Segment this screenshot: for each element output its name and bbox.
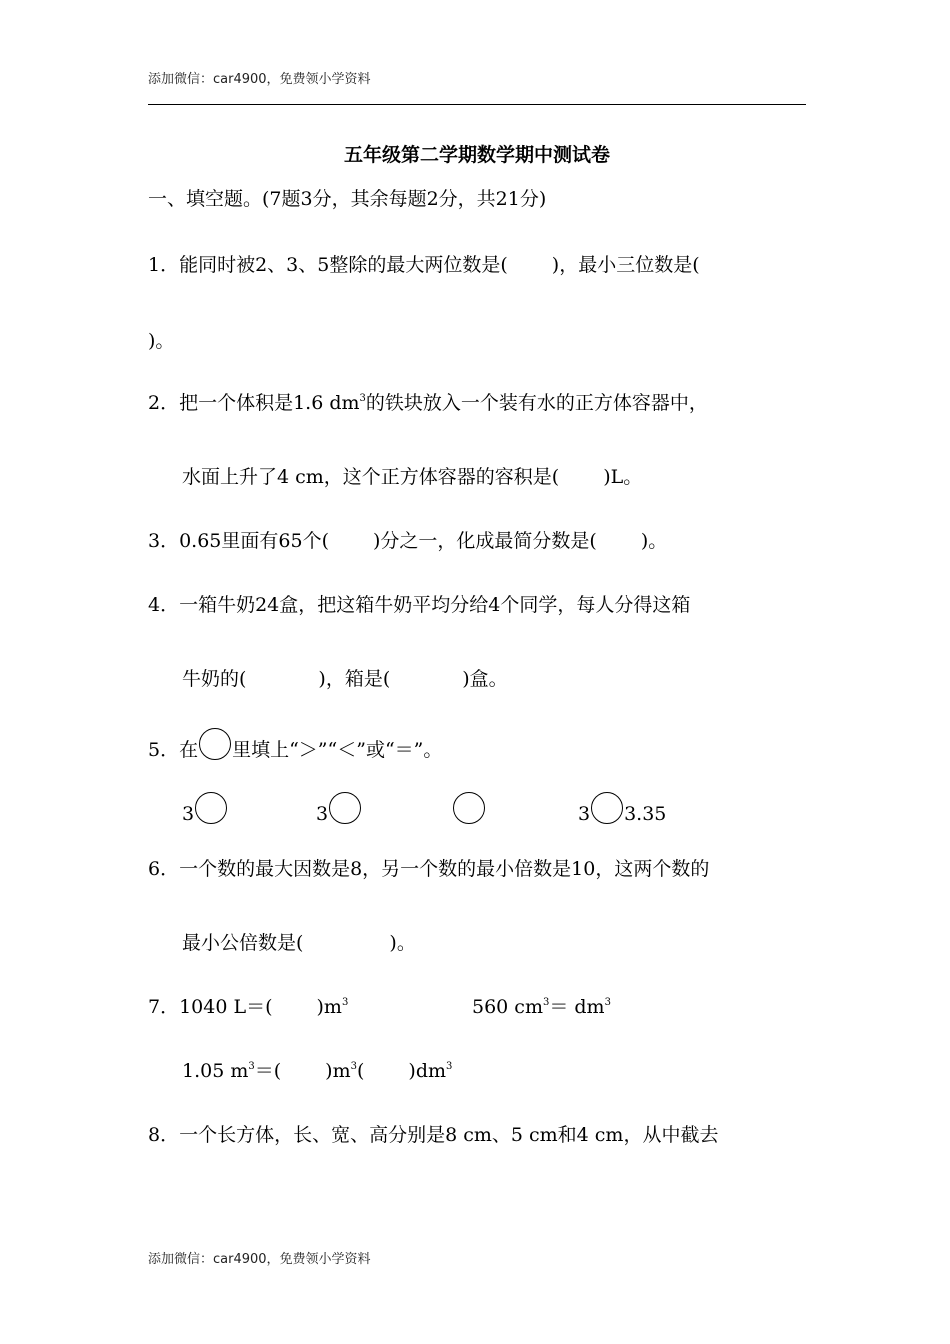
- question-7-line-1b: [472, 992, 611, 1022]
- page-title: 五年级第二学期数学期中测试卷: [343, 144, 610, 166]
- question-2-line-1: [148, 388, 708, 418]
- question-6-line-1: 6．一个数的最大因数是8，另一个数的最小倍数是10，这两个数的: [148, 858, 710, 880]
- question-2-line-2: [182, 462, 642, 492]
- q5-item-4-left: 3: [578, 803, 591, 825]
- q2-text-d: )L。: [603, 466, 643, 488]
- q2-text-c: 水面上升了4 cm，这个正方体容器的容积是(: [182, 466, 560, 488]
- question-7-line-2: [182, 1056, 452, 1086]
- q7-sup-1: 3: [341, 997, 349, 1008]
- q2-sup: 3: [359, 393, 366, 404]
- q5-item-2-left: 3: [316, 803, 329, 825]
- q7-text-b: )m: [316, 996, 342, 1018]
- q7-text-h: (: [356, 1060, 365, 1082]
- q5-item-1-left: 3: [182, 803, 195, 825]
- q6-text-c: )。: [389, 932, 416, 954]
- q7-sup-2: 3: [542, 997, 550, 1008]
- q5-text-a: 5．在: [148, 739, 199, 761]
- question-5: [148, 728, 442, 765]
- q4-text-c: )，箱是(: [318, 668, 391, 690]
- compare-circle-3[interactable]: [453, 792, 485, 824]
- q7-text-a: 7．1040 L＝(: [148, 996, 273, 1018]
- q4-text-b: 牛奶的(: [182, 668, 247, 690]
- q1-text-a: 1．能同时被2、3、5整除的最大两位数是(: [148, 254, 508, 276]
- q7-text-e: 1.05 m: [182, 1060, 249, 1082]
- question-7-line-1a: [148, 992, 348, 1022]
- q7-text-i: )dm: [408, 1060, 446, 1082]
- q7-text-g: )m: [325, 1060, 351, 1082]
- q2-text-b: 的铁块放入一个装有水的正方体容器中，: [365, 392, 708, 414]
- q7-text-d: ＝ dm: [549, 996, 605, 1018]
- q7-sup-4: 3: [248, 1061, 255, 1072]
- q4-text-d: )盒。: [462, 668, 508, 690]
- q3-text-b: )分之一，化成最简分数是(: [372, 530, 597, 552]
- section-heading: 一、填空题。(7题3分，其余每题2分，共21分): [148, 188, 547, 210]
- q3-text-c: )。: [640, 530, 668, 552]
- question-4-line-2: [182, 664, 508, 694]
- question-1-line-1: [148, 250, 700, 280]
- q5-item-3: [452, 792, 486, 829]
- q2-text-a: 2．把一个体积是1.6 dm: [148, 392, 360, 414]
- q7-sup-5: 3: [350, 1061, 357, 1072]
- header-divider: [148, 104, 806, 105]
- question-1-line-2: )。: [148, 330, 175, 352]
- q5-item-1: [182, 792, 228, 829]
- q3-text-a: 3．0.65里面有65个(: [148, 530, 329, 552]
- question-8-line-1: 8．一个长方体，长、宽、高分别是8 cm、5 cm和4 cm，从中截去: [148, 1124, 719, 1146]
- question-3: [148, 526, 667, 556]
- q7-sup-3: 3: [604, 997, 611, 1008]
- q6-text-b: 最小公倍数是(: [182, 932, 304, 954]
- q7-text-c: 560 cm: [472, 996, 543, 1018]
- q1-text-b: )，最小三位数是(: [551, 254, 700, 276]
- question-4-line-1: 4．一箱牛奶24盒，把这箱牛奶平均分给4个同学，每人分得这箱: [148, 594, 691, 616]
- page-footer: 添加微信：car4900，免费领小学资料: [148, 1252, 371, 1267]
- compare-circle-1[interactable]: [195, 792, 227, 824]
- q7-sup-6: 3: [446, 1061, 453, 1072]
- compare-circle-4[interactable]: [591, 792, 623, 824]
- compare-circle-2[interactable]: [329, 792, 361, 824]
- circle-blank-icon: [199, 728, 231, 760]
- q7-text-f: ＝(: [254, 1060, 282, 1082]
- q5-item-2: [316, 792, 362, 829]
- q5-text-b: 里填上“＞”“＜”或“＝”。: [232, 739, 443, 761]
- q5-item-4-right: 3.35: [624, 803, 667, 825]
- q5-item-4: [578, 792, 666, 829]
- page-header: 添加微信：car4900，免费领小学资料: [148, 72, 371, 87]
- question-6-line-2: [182, 928, 416, 958]
